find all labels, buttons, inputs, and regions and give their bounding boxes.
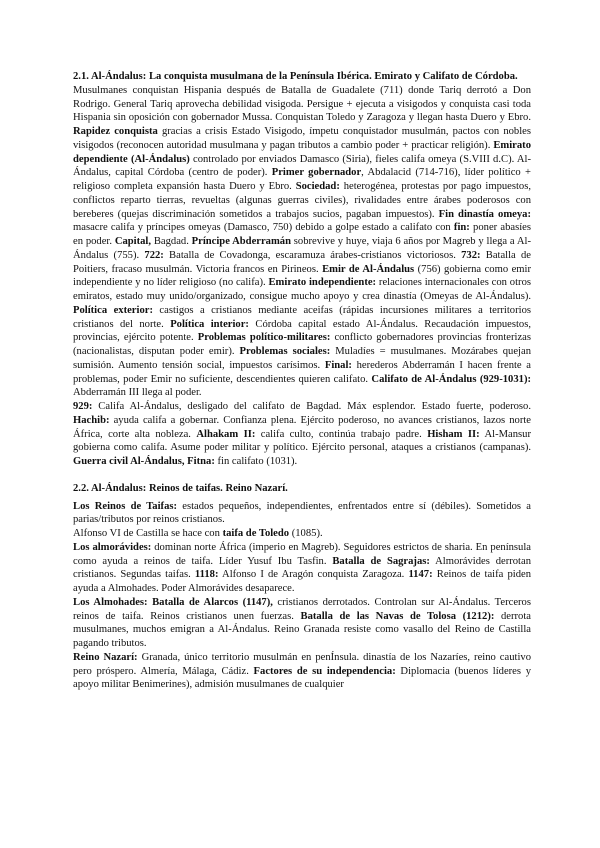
text-run: gracias a crisis Estado Visigodo, ímpetu conquistador musulmán, pactos con nobles visigodos (reconocen autoridad musulmana y pagan tributos a cambio poder + practicar religión). — [73, 126, 531, 151]
bold-term: Príncipe Abderramán — [191, 236, 291, 247]
bold-term: Capital, — [114, 236, 152, 247]
text-run: Abderramán III llega al poder. — [73, 387, 202, 399]
paragraph — [73, 84, 531, 400]
bold-term: 1147: — [408, 569, 433, 581]
bold-term: Batalla de las Navas de Tolosa (1212): — [300, 610, 495, 622]
document-page — [73, 70, 531, 692]
bold-term: Reino Nazarí: — [73, 651, 138, 663]
text-run: poner abasíes en poder. — [73, 222, 531, 247]
text-run: castigos a cristianos mediante aceifas (rápidas incursiones militares a territorios cristianos del norte. — [73, 304, 531, 330]
bold-term: Hachib: — [73, 414, 110, 426]
text-run: Batalla de Covadonga, escaramuza árabes-cristianos victoriosos. — [163, 249, 462, 261]
text-run: Alfonso I de Aragón conquista Zaragoza. — [218, 569, 409, 581]
text-run: Almorávides derrotan cristianos. Segundas taifas. — [73, 555, 531, 581]
text-run: Córdoba capital estado Al-Ándalus. Recaudación impuestos, provincias, ejército potente. — [73, 318, 532, 344]
text-run: Diplomacia (buenos líderes y apoyo militar Benimerines), admisión musulmanes de cualquier — [73, 665, 531, 691]
text-run: estados pequeños, independientes, enfrentados entre sí (débiles). Sometidos a parias/tributos por reinos cristianos. — [73, 500, 531, 526]
section-title-reinos-de-taifas: 2.2. Al-Ándalus: Reinos de taifas. Reino Nazarí. — [73, 482, 288, 494]
text-run: derrota musulmanes, muchos emigran a Al-Ándalus. Reino Granada resiste como vasallo del Reino de Castilla pagando tributos. — [73, 610, 531, 649]
bold-term: Hisham II: — [427, 428, 480, 440]
bold-term: Primer gobernador — [271, 167, 362, 179]
text-run: herederos Abderramán I hacen frente a problemas, poder Emir no suficiente, descendientes quieren califato. — [73, 359, 531, 385]
paragraph — [73, 596, 531, 651]
section-spacer — [73, 469, 531, 482]
bold-term: taifa de Toledo — [222, 528, 290, 539]
bold-term: Los Almohades: Batalla de Alarcos (1147), — [73, 596, 273, 608]
paragraph — [73, 527, 531, 541]
text-run: Califa Al-Ándalus, desligado del califato de Bagdad. Máx esplendor. Estado fuerte, poderoso. — [92, 401, 531, 412]
bold-term: Emirato dependiente (Al-Ándalus) — [73, 139, 531, 165]
paragraph — [73, 651, 531, 692]
text-run: dominan norte África (imperio en Magreb). Seguidores estrictos de sharia. En península como ayuda a reinos de taifa. Líder Yusuf Ibu Tasfin. — [73, 541, 531, 567]
text-run: (1085). — [289, 528, 323, 539]
bold-term: Política interior: — [170, 318, 249, 330]
text-run: Al-Mansur gobierna como califa. Asume poder militar y político. Ejército personal, ataques a cristianos (campanas). — [73, 428, 531, 454]
text-run: relaciones internacionales con otros emiratos, estado muy unido/organizado, consigue mucho apoyo y crea dinastía (Omeyas de Al-Ándalus). — [73, 277, 531, 302]
bold-term: Batalla de Sagrajas: — [332, 555, 430, 567]
text-run: masacre califa y príncipes omeyas (Damasco, 750) debido a golpe estado a califato con — [73, 222, 454, 234]
section-title-al-andalus-conquista: 2.1. Al-Ándalus: La conquista musulmana de la Península Ibérica. Emirato y Califato de Córdoba. — [73, 71, 518, 82]
bold-term: Los almorávides: — [73, 541, 152, 553]
bold-term: Fin dinastía omeya: — [438, 208, 532, 220]
bold-term: 732: — [461, 249, 481, 261]
text-run: conflicto gobernadores provincias fronterizas (nacionalistas, disputan poder emir). — [73, 332, 531, 357]
bold-term: fin: — [453, 222, 470, 234]
text-run: (756) gobierna como emir independiente y no líder religioso (no califa). — [73, 263, 531, 289]
bold-term: Emir de Al-Ándalus — [322, 263, 415, 275]
bold-term: Califato de Al-Ándalus (929-1031): — [371, 373, 532, 385]
bold-term: Final: — [324, 359, 352, 371]
text-run: cristianos derrotados. Controlan sur Al-Ándalus. Terceros reinos de taifa. Reinos cristianos unen fuerzas. — [73, 596, 531, 622]
paragraph — [73, 541, 531, 596]
bold-term: 722: — [144, 249, 164, 261]
paragraph — [73, 500, 531, 528]
bold-term: Emirato independiente: — [268, 277, 377, 289]
bold-term: 929: — [73, 401, 93, 412]
text-run: Reinos de taifa piden ayuda a Almohades. Poder Almorávides desaparece. — [73, 569, 532, 594]
text-run: Batalla de Poitiers, fracaso musulmán. Victoria francos en Pirineos. — [73, 249, 531, 275]
text-run: controlado por enviados Damasco (Siria), fieles califa omeya (S.VIII d.C). Al-Ándalus, capital Córdoba (centro de poder). — [73, 153, 531, 179]
bold-term: Rapidez conquista — [73, 126, 158, 137]
text-run: Alfonso VI de Castilla se hace con — [73, 528, 223, 539]
bold-term: Problemas sociales: — [239, 346, 331, 357]
bold-term: 1118: — [194, 569, 219, 581]
text-run: Muladíes = musulmanes. Mozárabes quejan sumisión. Aumento tensión social, impuestos carísimos. — [73, 346, 531, 371]
bold-term: Factores de su independencia: — [253, 665, 396, 677]
text-run: Granada, único territorio musulmán en penÍnsula. dinastía de los Nazaríes, reino cautivo pero próspero. Almería, Málaga, Cádiz. — [73, 651, 531, 677]
bold-term: Alhakam II: — [196, 428, 256, 440]
text-run: heterogénea, protestas por pago impuestos, conflictos reparto tierras, revueltas (algunas guerras civiles), rivalidades entre árabes poderosos con bereberes (quejas discriminación sometidos a trabajos sucios, pagaban impuestos). — [73, 181, 531, 220]
text-run: Bagdad. — [151, 236, 192, 247]
bold-term: Los Reinos de Taifas: — [73, 500, 178, 512]
bold-term: Guerra civil Al-Ándalus, Fitna: — [73, 456, 215, 467]
paragraph — [73, 400, 531, 469]
bold-term: Política exterior: — [73, 304, 153, 316]
bold-term: Problemas político-militares: — [197, 332, 331, 344]
text-run: fin califato (1031). — [214, 456, 298, 467]
text-run: , Abdalacid (714-716), líder político + religioso completa expansión hasta Duero y Ebro. — [73, 167, 531, 192]
text-run: Musulmanes conquistan Hispania después de Batalla de Guadalete (711) donde Tariq derrotó a Don Rodrigo. General Tariq aprovecha debilidad visigoda. Persigue + ejecuta a visigodos y conquista casi toda Hispania sin oposición con gobernador Mussa. Conquistan Toledo y Zaragoza y llegan hasta Duero y Ebro. — [73, 84, 531, 124]
text-run: califa culto, continúa trabajo padre. — [255, 428, 428, 440]
bold-term: Sociedad: — [295, 181, 340, 192]
text-run: ayuda califa a gobernar. Confianza plena. Ejército poderoso, no avances cristianos, lazos norte África, corte alta nobleza. — [73, 414, 531, 440]
text-run: sobrevive y huye, viaja 6 años por Magreb y llega a Al-Ándalus (755). — [73, 236, 531, 261]
